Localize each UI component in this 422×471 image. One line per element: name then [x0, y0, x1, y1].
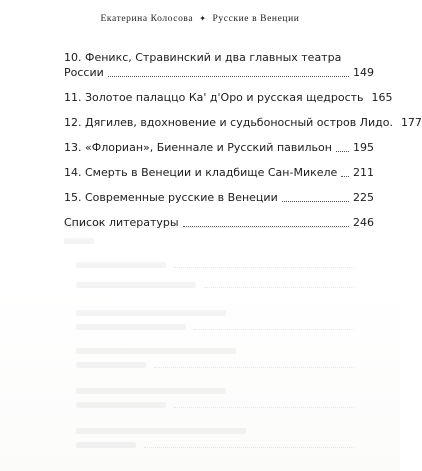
- toc-entry-15: [64, 190, 374, 205]
- table-of-contents: [64, 50, 422, 240]
- toc-entry-title: 12. Дягилев, вдохновение и судьбоносный остров Лидо.: [64, 116, 393, 129]
- toc-entry-title: Список литературы: [64, 216, 179, 229]
- toc-entry-page: 165: [371, 91, 393, 104]
- toc-entry-title: 13. «Флориан», Биеннале и Русский павильон: [64, 141, 332, 154]
- toc-entry-title: 14. Смерть в Венеции и кладбище Сан-Микеле: [64, 166, 338, 179]
- toc-entry-10: [64, 50, 374, 80]
- dot-leader: [336, 150, 349, 152]
- toc-entry-12: [64, 115, 422, 130]
- toc-entry-13: [64, 140, 374, 155]
- toc-entry-11: [64, 90, 393, 105]
- dot-leader: [282, 200, 349, 202]
- header-separator-icon: ✦: [199, 14, 207, 23]
- toc-entry-page: 149: [353, 66, 374, 79]
- toc-entry-page: 225: [353, 191, 374, 204]
- toc-entry-page: 177: [400, 116, 422, 129]
- dot-leader: [183, 225, 349, 227]
- toc-entry-bibliography: [64, 215, 374, 230]
- toc-entry-page: 195: [353, 141, 374, 154]
- header-author: Екатерина Колосова: [100, 14, 194, 24]
- toc-entry-title: России: [64, 66, 104, 79]
- dot-leader: [108, 75, 349, 77]
- toc-entry-title-line1: 10. Феникс, Стравинский и два главных театра: [64, 51, 342, 64]
- toc-entry-title: 15. Современные русские в Венеции: [64, 191, 278, 204]
- toc-entry-14: [64, 165, 374, 180]
- reverse-side-bleed-through: [64, 222, 384, 462]
- dot-leader: [341, 175, 349, 177]
- toc-entry-title: 11. Золотое палаццо Ка' д'Оро и русская щедрость: [64, 91, 364, 104]
- toc-entry-page: 211: [353, 166, 374, 179]
- header-book-title: Русские в Венеции: [212, 14, 300, 24]
- running-header: [0, 14, 400, 24]
- toc-entry-page: 246: [353, 216, 374, 229]
